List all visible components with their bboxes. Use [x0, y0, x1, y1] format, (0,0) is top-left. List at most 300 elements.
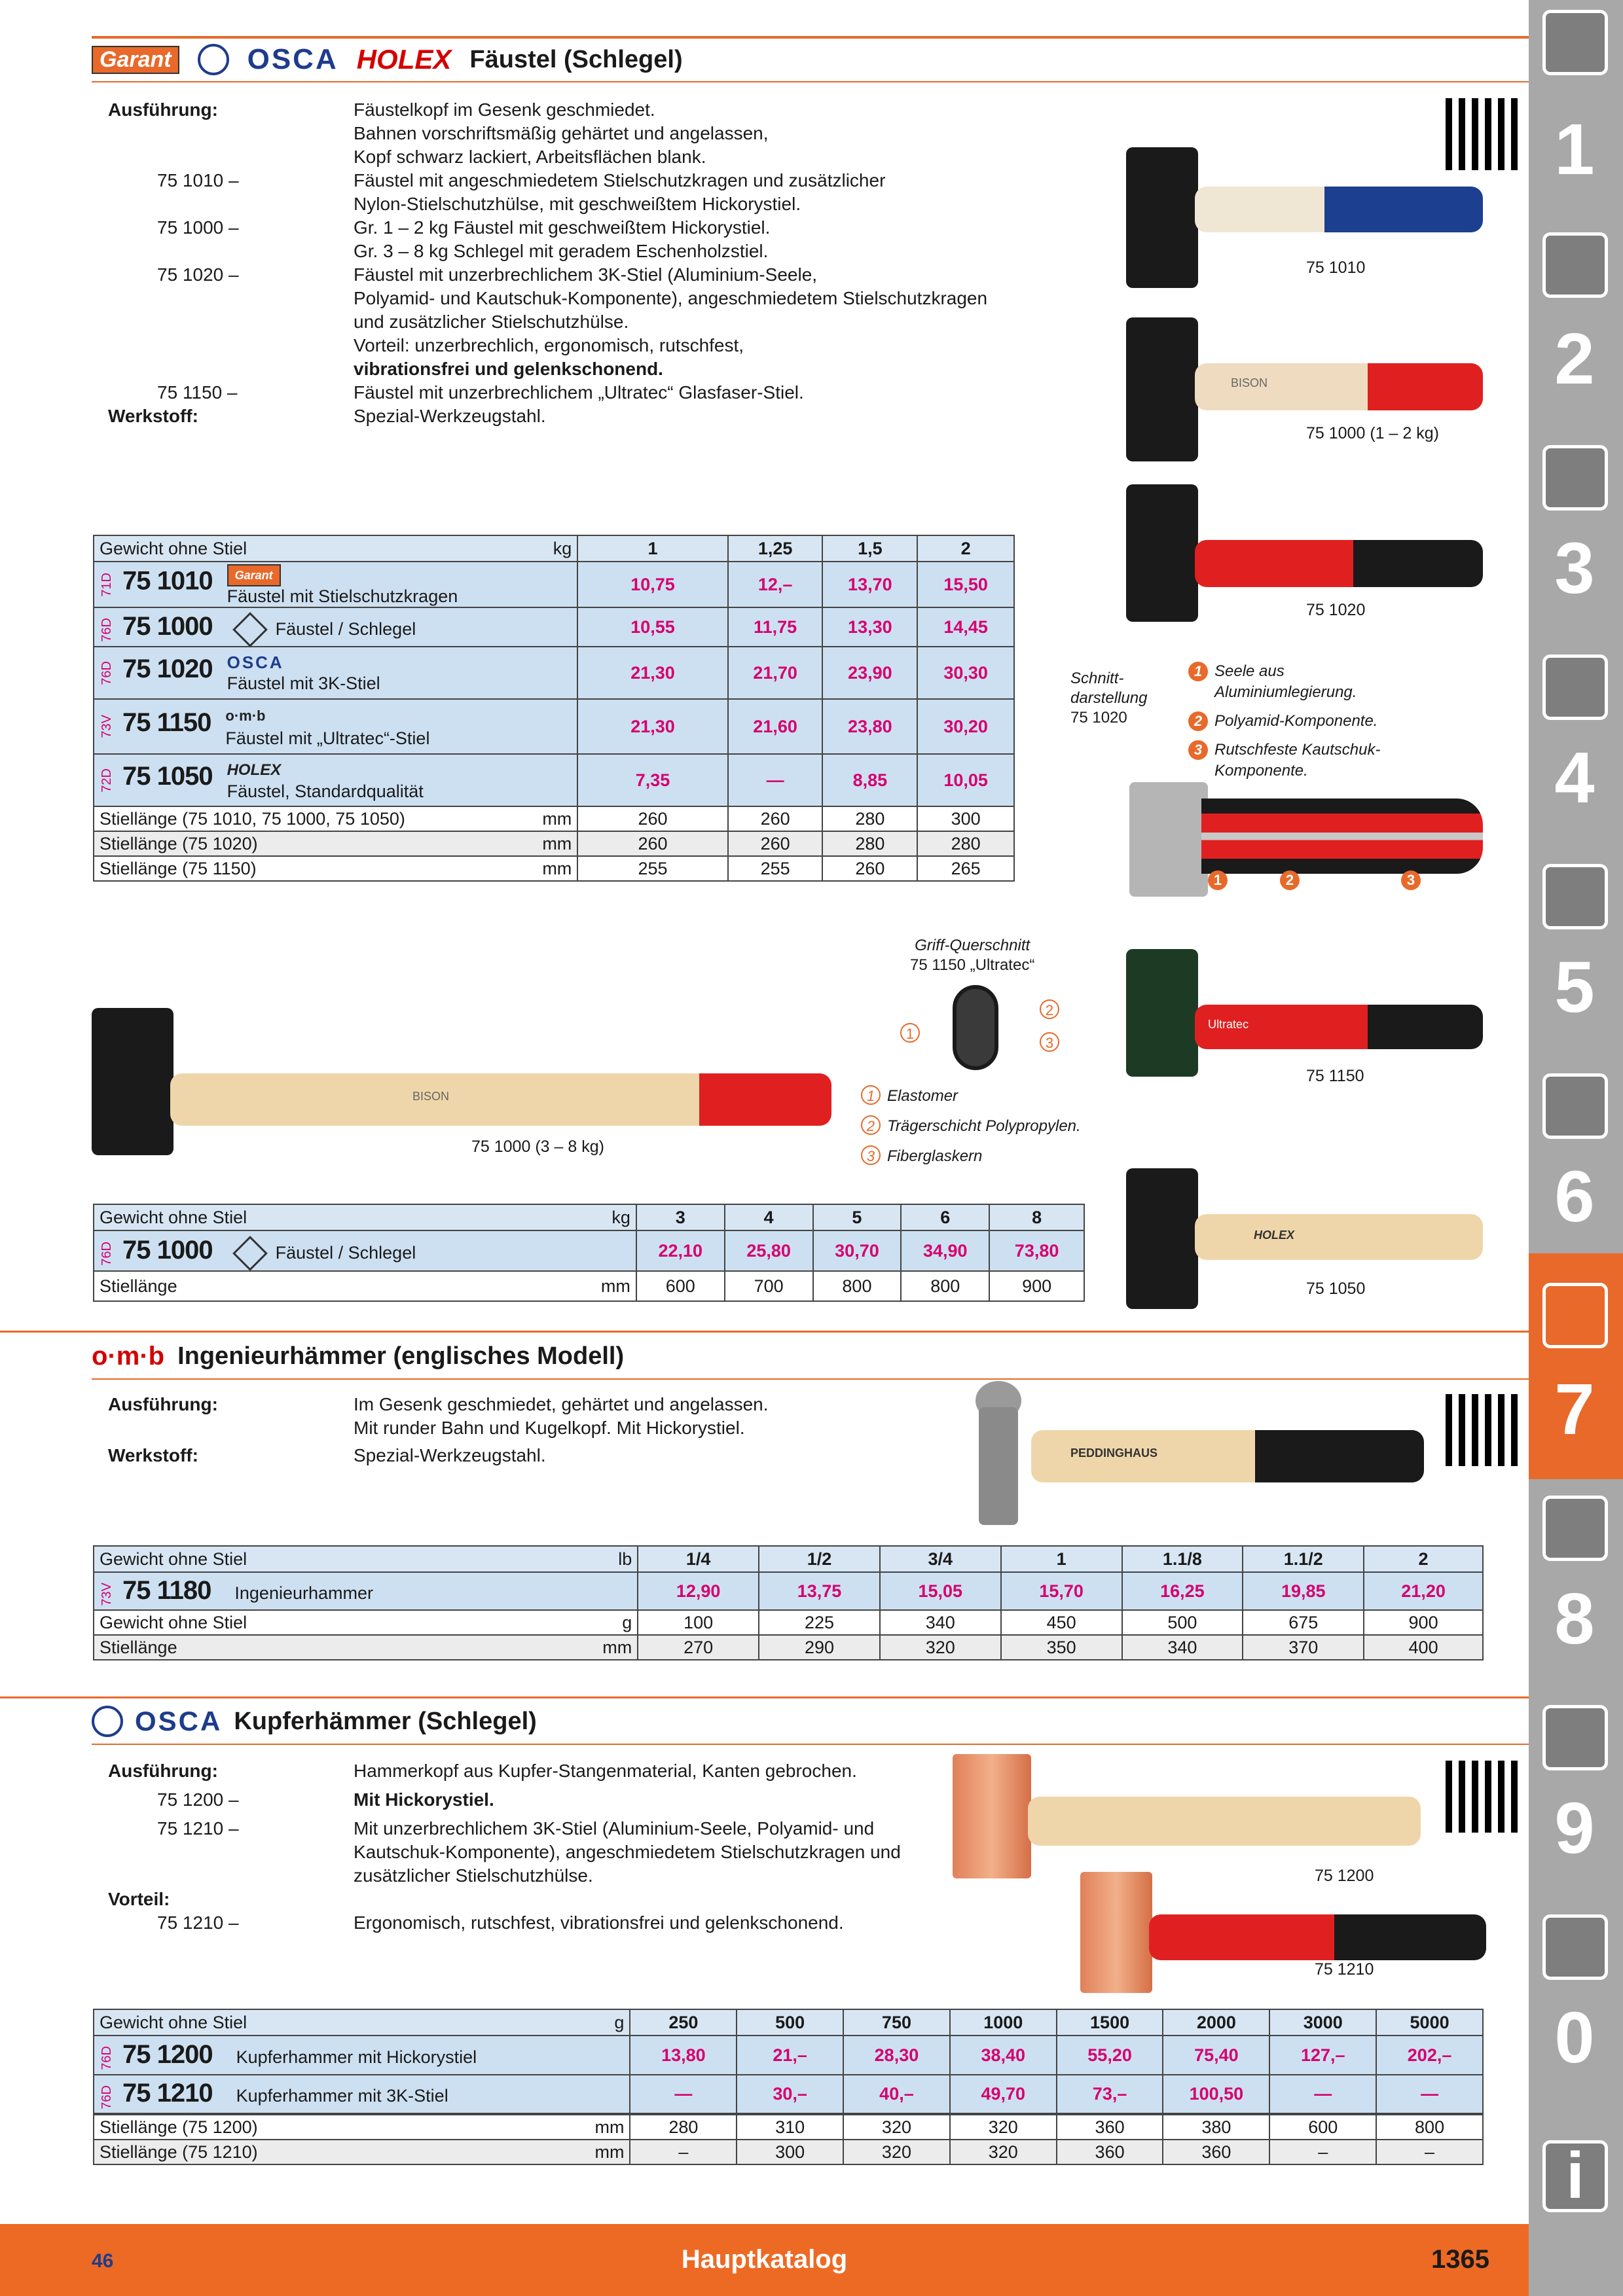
desc-line: Fäustel mit unzerbrechlichem „Ultratec“ Glasfaser-Stiel. — [354, 382, 804, 403]
label-werkstoff: Werkstoff: — [108, 406, 198, 426]
diamond-logo-icon — [232, 613, 268, 648]
price: 73,80 — [989, 1230, 1084, 1271]
info-value: 280 — [630, 2114, 737, 2140]
engineer-hammer-head — [962, 1381, 1034, 1528]
label-ausfuehrung: Ausführung: — [108, 99, 218, 120]
info-value: 675 — [1243, 1610, 1364, 1635]
desc-line: Fäustel mit unzerbrechlichem 3K-Stiel (Aluminium-Seele, — [354, 264, 818, 285]
werkstoff-text: Spezial-Werkzeugstahl. — [354, 406, 546, 426]
price: 15,50 — [917, 562, 1014, 607]
info-icon[interactable] — [1542, 2140, 1608, 2212]
desc-num: 75 1000 – — [157, 217, 239, 238]
legend-num-2: 2 — [1188, 711, 1208, 731]
info-label: Gewicht ohne Stiel — [100, 1612, 247, 1632]
osca-logo-icon — [92, 1706, 123, 1737]
chapter-tab-3[interactable]: 3 — [1554, 528, 1595, 609]
row-tag: 71D — [100, 572, 114, 597]
legend-text: Komponente. — [1214, 762, 1308, 780]
hammer-751000-handle — [1195, 363, 1483, 410]
info-value: 800 — [1376, 2114, 1483, 2140]
info-label: Stiellänge — [100, 1276, 177, 1296]
price: 38,40 — [950, 2036, 1057, 2075]
caption-751200: 75 1200 — [1315, 1867, 1374, 1885]
info-unit: mm — [600, 1276, 630, 1296]
legend-text: Aluminiumlegierung. — [1214, 683, 1357, 701]
info-value: 900 — [989, 1271, 1084, 1301]
chapter-tab-7[interactable]: 7 — [1554, 1369, 1595, 1450]
omb-logo: o·m·b — [92, 1341, 165, 1371]
price: 30,30 — [917, 647, 1014, 699]
price: 21,– — [737, 2036, 843, 2075]
page-number-right: 1365 — [1431, 2245, 1489, 2274]
section-title: Kupferhämmer (Schlegel) — [234, 1707, 537, 1735]
safety-goggles-icon[interactable] — [1542, 1914, 1608, 1980]
col-head: 1,25 — [728, 535, 823, 562]
info-row — [94, 856, 1014, 881]
caption-751150: 75 1150 — [1306, 1067, 1364, 1085]
handle-brand: PEDDINGHAUS — [1070, 1446, 1158, 1460]
price: 13,70 — [822, 562, 917, 607]
col-head: 500 — [737, 2009, 843, 2036]
qr-code-icon — [1446, 1394, 1518, 1466]
handle-brand: Ultratec — [1208, 1018, 1249, 1031]
sledge-handle — [170, 1073, 831, 1126]
price: 127,– — [1269, 2036, 1376, 2075]
hammer-751050-handle — [1195, 1214, 1483, 1260]
info-value: 260 — [728, 831, 823, 856]
price: 21,60 — [728, 699, 823, 754]
desc-num: 75 1210 – — [157, 1912, 239, 1933]
article-number: 75 1180 — [122, 1576, 211, 1605]
hammer-751020-head — [1126, 484, 1198, 622]
griff-legend-text: Elastomer — [887, 1087, 958, 1105]
section-rule — [0, 1696, 1529, 1698]
sec1-description — [108, 98, 1057, 428]
section-title: Fäustel (Schlegel) — [469, 45, 683, 73]
insert-icon[interactable] — [1542, 232, 1608, 298]
price: 30,20 — [917, 699, 1014, 754]
price: — — [1376, 2075, 1483, 2114]
row-tag: 76D — [100, 660, 114, 685]
pliers-hammer-icon[interactable] — [1542, 1283, 1608, 1348]
schnitt-line: Schnitt- — [1070, 670, 1124, 687]
chapter-tab-8[interactable]: 8 — [1554, 1579, 1595, 1659]
price: 23,80 — [822, 699, 917, 754]
price: 12,90 — [638, 1572, 759, 1610]
info-value: 340 — [1122, 1635, 1243, 1660]
info-value: 270 — [638, 1635, 759, 1660]
tap-icon[interactable] — [1542, 445, 1608, 511]
caption-751000-small: 75 1000 (1 – 2 kg) — [1306, 424, 1439, 442]
col-head: 1000 — [950, 2009, 1057, 2036]
info-value: 900 — [1364, 1610, 1483, 1635]
table-header — [94, 535, 577, 562]
griff-title — [910, 936, 1034, 975]
info-value: 255 — [728, 856, 823, 881]
row-tag: 72D — [100, 768, 114, 793]
griff-legend — [861, 1081, 1081, 1172]
table-row[interactable] — [94, 699, 1014, 754]
info-label: Stiellänge — [100, 1637, 177, 1657]
sec3-header — [92, 1702, 537, 1741]
werkstoff-text: Spezial-Werkzeugstahl. — [354, 1445, 546, 1465]
price: 21,30 — [577, 699, 727, 754]
legend-num: 2 — [861, 1115, 881, 1135]
article-number: 75 1210 — [122, 2079, 213, 2108]
header-unit: lb — [618, 1549, 632, 1569]
col-head: 1/4 — [638, 1546, 759, 1572]
col-head: 1 — [577, 535, 727, 562]
chapter-tab-9[interactable]: 9 — [1554, 1788, 1595, 1869]
schnitt-line: darstellung — [1070, 689, 1148, 707]
price: 15,70 — [1001, 1572, 1122, 1610]
info-value: – — [1376, 2140, 1483, 2164]
caption-751050: 75 1050 — [1306, 1280, 1366, 1298]
griff-line: Griff-Querschnitt — [915, 937, 1030, 954]
info-value: 290 — [759, 1635, 880, 1660]
info-row — [94, 1610, 1483, 1635]
desc-num: 75 1150 – — [157, 382, 238, 403]
section-title: Ingenieurhämmer (englisches Modell) — [177, 1342, 625, 1370]
label-ausfuehrung: Ausführung: — [108, 1761, 218, 1781]
osca-logo: OSCA — [227, 653, 284, 672]
brand-strip — [92, 41, 683, 79]
info-value: 340 — [880, 1610, 1001, 1635]
desc-line: Mit Hickorystiel. — [354, 1789, 494, 1810]
info-value: 320 — [843, 2140, 950, 2164]
col-head: 3/4 — [880, 1546, 1001, 1572]
info-row — [94, 806, 1014, 831]
hammer-751050-head — [1126, 1168, 1198, 1309]
info-value: 320 — [950, 2114, 1057, 2140]
col-head: 5000 — [1376, 2009, 1483, 2036]
copper-hammer-751210-head — [1080, 1872, 1152, 1993]
row-desc: Fäustel, Standardqualität — [227, 781, 424, 801]
info-value: 260 — [822, 856, 917, 881]
qr-code-icon — [1446, 1761, 1518, 1833]
row-desc: Kupferhammer mit 3K-Stiel — [236, 2086, 448, 2106]
chapter-tab-4[interactable]: 4 — [1554, 738, 1595, 818]
price: 34,90 — [901, 1230, 989, 1271]
col-head: 6 — [901, 1204, 989, 1230]
desc-num: 75 1010 – — [157, 170, 239, 190]
holex-logo: HOLEX — [356, 44, 452, 75]
price: 16,25 — [1122, 1572, 1243, 1610]
row-desc: Ingenieurhammer — [234, 1583, 374, 1604]
info-value: 320 — [843, 2114, 950, 2140]
info-label: Stiellänge (75 1200) — [100, 2117, 258, 2137]
price: 15,05 — [880, 1572, 1001, 1610]
drill-icon[interactable] — [1542, 10, 1608, 75]
info-row — [94, 1271, 1084, 1301]
price-table-1 — [93, 535, 1015, 882]
diamond-logo-icon — [232, 1236, 268, 1272]
info-value: 310 — [737, 2114, 843, 2140]
article-number: 75 1200 — [122, 2039, 213, 2069]
legend-text: Polyamid-Komponente. — [1214, 712, 1378, 730]
chapter-tab-6[interactable]: 6 — [1554, 1157, 1595, 1237]
schnitt-label — [1070, 669, 1147, 728]
desc-line: Nylon-Stielschutzhülse, mit geschweißtem Hickorystiel. — [354, 194, 801, 214]
garant-logo: Garant — [227, 564, 281, 586]
hammer-751020-handle — [1195, 540, 1483, 587]
price: 22,10 — [636, 1230, 725, 1271]
row-tag: 76D — [100, 2046, 114, 2071]
col-head: 3 — [636, 1204, 725, 1230]
table-row[interactable] — [94, 647, 1014, 699]
label-ausfuehrung: Ausführung: — [108, 1394, 218, 1414]
price: — — [1269, 2075, 1376, 2114]
price: 23,90 — [822, 647, 917, 699]
price: — — [728, 754, 823, 806]
griff-marker-2: 2 — [1040, 999, 1059, 1019]
holex-logo: HOLEX — [227, 761, 282, 779]
handle-brand: BISON — [1231, 376, 1268, 389]
info-value: 600 — [1269, 2114, 1376, 2140]
info-value: 350 — [1001, 1635, 1122, 1660]
row-tag: 73V — [100, 1583, 114, 1606]
saw-blade-icon[interactable] — [1542, 864, 1608, 929]
table-row[interactable] — [94, 607, 1014, 647]
price: 55,20 — [1057, 2036, 1163, 2075]
info-value: 360 — [1057, 2140, 1163, 2164]
desc-line: Gr. 1 – 2 kg Fäustel mit geschweißtem Hickorystiel. — [354, 217, 771, 238]
wrench-screwdriver-icon[interactable] — [1542, 1073, 1608, 1139]
griff-legend-text: Fiberglaskern — [887, 1147, 983, 1165]
cabinet-icon[interactable] — [1542, 1705, 1608, 1770]
chapter-tab-2[interactable]: 2 — [1554, 319, 1595, 399]
desc-line: und zusätzlicher Stielschutzhülse. — [354, 312, 629, 332]
col-head: 4 — [725, 1204, 813, 1230]
table-row[interactable] — [94, 2036, 1483, 2075]
title-rule — [92, 1744, 1529, 1745]
table-row[interactable] — [94, 562, 1014, 607]
cross-section-image — [1129, 782, 1483, 897]
desc-line: Mit unzerbrechlichem 3K-Stiel (Aluminium-Seele, Polyamid- und — [354, 1818, 875, 1839]
price: 14,45 — [917, 607, 1014, 647]
info-value: 260 — [728, 806, 823, 831]
row-desc: Fäustel mit 3K-Stiel — [227, 673, 380, 693]
desc-line: Hammerkopf aus Kupfer-Stangenmaterial, Kanten gebrochen. — [354, 1761, 857, 1781]
omb-logo: o·m·b — [225, 708, 266, 724]
griff-legend-text: Trägerschicht Polypropylen. — [887, 1117, 1081, 1135]
top-rule — [92, 36, 1529, 39]
info-value: 800 — [813, 1271, 902, 1301]
col-head: 1 — [1001, 1546, 1122, 1572]
handle-brand: HOLEX — [1254, 1229, 1295, 1242]
price: — — [630, 2075, 737, 2114]
info-value: 320 — [950, 2140, 1057, 2164]
desc-line: vibrationsfrei und gelenkschonend. — [354, 359, 663, 379]
price: 13,30 — [822, 607, 917, 647]
price: 13,75 — [759, 1572, 880, 1610]
engineer-hammer-handle — [1031, 1430, 1424, 1482]
info-row — [94, 831, 1014, 856]
price: 12,– — [728, 562, 823, 607]
qr-code-icon — [1446, 98, 1518, 170]
col-head: 2000 — [1163, 2009, 1269, 2036]
info-value: 700 — [725, 1271, 813, 1301]
hammer-751010-head — [1126, 147, 1198, 288]
workbench-icon[interactable] — [1542, 1496, 1608, 1561]
desc-line: Fäustelkopf im Gesenk geschmiedet. — [354, 99, 655, 120]
title-rule — [92, 1378, 1529, 1380]
caption-751000-large: 75 1000 (3 – 8 kg) — [471, 1138, 604, 1156]
griff-cross-section — [953, 985, 998, 1070]
info-value: 225 — [759, 1610, 880, 1635]
price: 75,40 — [1163, 2036, 1269, 2075]
legend-num: 3 — [861, 1145, 881, 1165]
info-label: Stiellänge (75 1010, 75 1000, 75 1050) — [100, 808, 405, 829]
header-label: Gewicht ohne Stiel — [100, 1549, 247, 1569]
price: 11,75 — [728, 607, 823, 647]
copper-hammer-751200-handle — [1028, 1797, 1421, 1846]
label-vorteil: Vorteil: — [108, 1889, 170, 1909]
price: 25,80 — [725, 1230, 813, 1271]
article-number: 75 1010 — [122, 566, 213, 596]
schnitt-line: 75 1020 — [1070, 709, 1127, 726]
marker-3: 3 — [1401, 870, 1421, 890]
osca-logo-icon — [198, 44, 229, 75]
info-value: 100 — [638, 1610, 759, 1635]
hammer-751000-head — [1126, 317, 1198, 461]
header-unit: g — [614, 2012, 625, 2032]
desc-line: Bahnen vorschriftsmäßig gehärtet und angelassen, — [354, 123, 769, 143]
info-label: Stiellänge (75 1210) — [100, 2142, 258, 2162]
col-head: 750 — [843, 2009, 950, 2036]
price: 10,75 — [577, 562, 727, 607]
price: 40,– — [843, 2075, 950, 2114]
page-number-left: 46 — [92, 2250, 114, 2272]
row-desc: Fäustel / Schlegel — [275, 619, 416, 639]
row-tag: 76D — [100, 2085, 114, 2109]
header-label: Gewicht ohne Stiel — [100, 2012, 247, 2032]
price: 7,35 — [577, 754, 727, 806]
info-value: 260 — [577, 831, 727, 856]
copper-hammer-751200-head — [953, 1754, 1031, 1878]
hammer-751150-handle — [1195, 1005, 1483, 1049]
info-label: Stiellänge (75 1150) — [100, 858, 257, 878]
desc-num: 75 1200 – — [157, 1789, 239, 1810]
marker-2: 2 — [1280, 870, 1300, 890]
col-head: 3000 — [1269, 2009, 1376, 2036]
col-head: 1.1/2 — [1243, 1546, 1364, 1572]
price: 21,30 — [577, 647, 727, 699]
article-number: 75 1050 — [122, 762, 213, 791]
footer-bar — [0, 2224, 1529, 2296]
table-row[interactable] — [94, 1230, 1084, 1271]
info-value: 450 — [1001, 1610, 1122, 1635]
label-werkstoff: Werkstoff: — [108, 1445, 198, 1465]
table-row[interactable] — [94, 754, 1014, 806]
info-row — [94, 1635, 1483, 1660]
legend-num-1: 1 — [1188, 662, 1208, 681]
garant-logo: Garant — [92, 46, 179, 74]
info-value: 320 — [880, 1635, 1001, 1660]
table-row[interactable] — [94, 2075, 1483, 2114]
legend-num: 1 — [861, 1085, 881, 1105]
info-row — [94, 2140, 1483, 2164]
info-value: 280 — [822, 806, 917, 831]
price: 8,85 — [822, 754, 917, 806]
caliper-icon[interactable] — [1542, 655, 1608, 720]
price: 202,– — [1376, 2036, 1483, 2075]
price: 10,55 — [577, 607, 727, 647]
col-head: 1,5 — [822, 535, 917, 562]
price: 30,– — [737, 2075, 843, 2114]
row-desc: Fäustel / Schlegel — [275, 1242, 416, 1263]
griff-line: 75 1150 „Ultratec“ — [910, 956, 1035, 974]
article-number: 75 1020 — [122, 655, 213, 684]
info-unit: mm — [602, 1637, 632, 1657]
price: 49,70 — [950, 2075, 1057, 2114]
col-head: 1.1/8 — [1122, 1546, 1243, 1572]
sec2-description — [108, 1393, 959, 1467]
row-tag: 76D — [100, 618, 114, 642]
caption-751010: 75 1010 — [1306, 259, 1366, 277]
marker-1: 1 — [1208, 870, 1228, 890]
header-unit: kg — [611, 1207, 630, 1227]
info-value: 260 — [577, 806, 727, 831]
hammer-751150-head — [1126, 949, 1198, 1077]
price: 19,85 — [1243, 1572, 1364, 1610]
row-desc: Fäustel mit Stielschutzkragen — [227, 586, 458, 606]
legend-text: Seele aus — [1214, 662, 1285, 680]
chapter-tab-5[interactable]: 5 — [1554, 947, 1595, 1028]
osca-logo: OSCA — [247, 43, 338, 75]
griff-marker-3: 3 — [1040, 1032, 1059, 1052]
row-tag: 76D — [100, 1242, 114, 1266]
info-value: 500 — [1122, 1610, 1243, 1635]
section-rule — [0, 1331, 1529, 1333]
price-table-4 — [93, 2009, 1484, 2165]
info-value: 265 — [917, 856, 1014, 881]
article-number: 75 1000 — [122, 611, 213, 641]
sec2-header — [92, 1336, 624, 1376]
article-number: 75 1000 — [122, 1235, 213, 1265]
info-unit: mm — [594, 2142, 625, 2162]
desc-line: Kopf schwarz lackiert, Arbeitsflächen blank. — [354, 147, 706, 167]
col-head: 1/2 — [759, 1546, 880, 1572]
info-value: 600 — [636, 1271, 725, 1301]
col-head: 250 — [630, 2009, 737, 2036]
info-unit: mm — [542, 858, 572, 878]
info-value: 380 — [1163, 2114, 1269, 2140]
article-number: 75 1150 — [122, 708, 211, 738]
info-value: – — [630, 2140, 737, 2164]
col-head: 8 — [989, 1204, 1084, 1230]
row-desc: Kupferhammer mit Hickorystiel — [236, 2047, 477, 2067]
header-unit: kg — [553, 538, 572, 558]
info-row — [94, 2114, 1483, 2140]
header-label: Gewicht ohne Stiel — [100, 538, 247, 558]
price: 100,50 — [1163, 2075, 1269, 2114]
col-head: 2 — [1364, 1546, 1483, 1572]
col-head: 2 — [917, 535, 1014, 562]
price: 73,– — [1057, 2075, 1163, 2114]
chapter-tab-1[interactable]: 1 — [1554, 109, 1595, 190]
price: 21,20 — [1364, 1572, 1483, 1610]
griff-marker-1: 1 — [900, 1023, 920, 1043]
sledge-head — [92, 1008, 173, 1155]
chapter-tab-0[interactable]: 0 — [1554, 1998, 1595, 2078]
osca-logo: OSCA — [135, 1706, 223, 1736]
price-table-3 — [93, 1545, 1484, 1660]
copper-hammer-751210-handle — [1149, 1914, 1486, 1960]
table-row[interactable] — [94, 1572, 1483, 1610]
info-value: 400 — [1364, 1635, 1483, 1660]
desc-line: Vorteil: unzerbrechlich, ergonomisch, rutschfest, — [354, 335, 744, 355]
